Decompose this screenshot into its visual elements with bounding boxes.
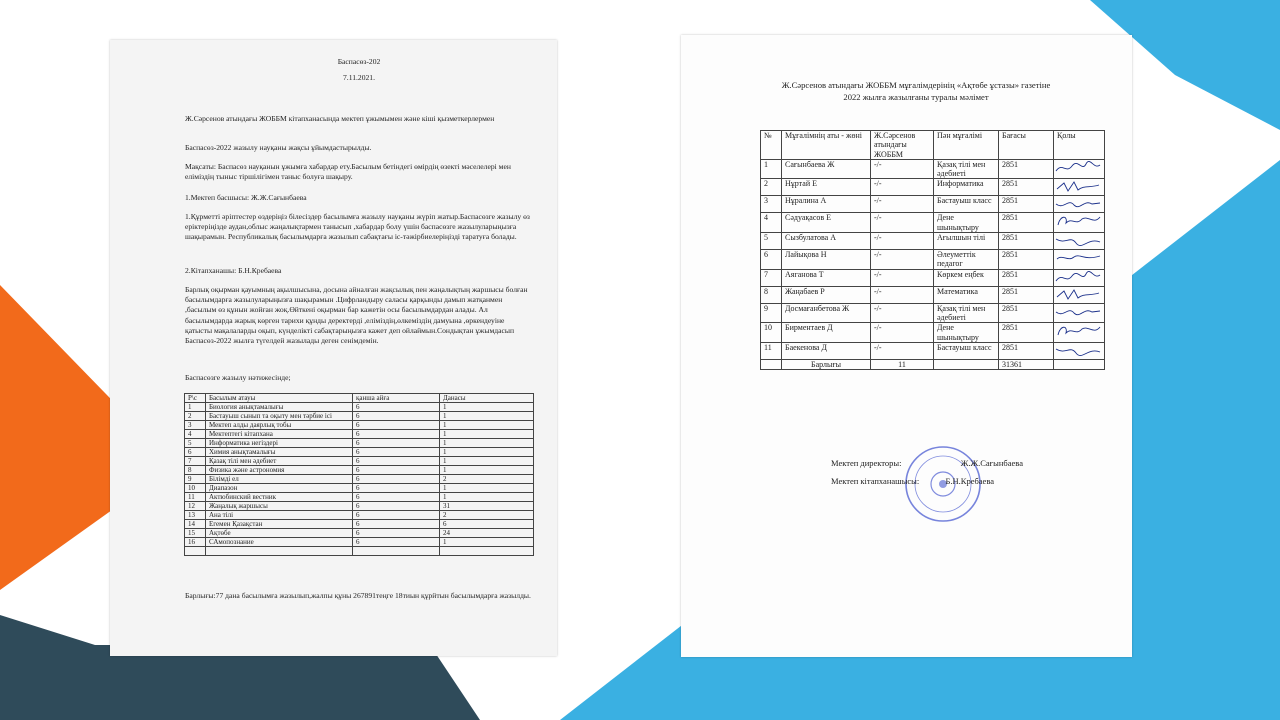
signature-icon bbox=[1054, 343, 1102, 359]
table-row bbox=[761, 269, 1105, 286]
table-row bbox=[185, 448, 534, 457]
table-cell: 6 bbox=[353, 538, 440, 547]
signature-icon bbox=[1054, 196, 1102, 212]
table-cell: -/- bbox=[871, 213, 934, 233]
table-cell: 3 bbox=[185, 421, 206, 430]
table-row bbox=[185, 457, 534, 466]
table-cell: 2851 bbox=[999, 250, 1054, 270]
table-cell: 31 bbox=[440, 502, 534, 511]
table-cell: Досмағанбетова Ж bbox=[782, 303, 871, 323]
table-cell: 6 bbox=[353, 502, 440, 511]
table-cell: 8 bbox=[185, 466, 206, 475]
table-cell: Көркем еңбек bbox=[934, 269, 999, 286]
table-row bbox=[185, 403, 534, 412]
table-cell: 6 bbox=[353, 421, 440, 430]
table-cell: -/- bbox=[871, 286, 934, 303]
table-cell: 1 bbox=[761, 159, 782, 179]
col-header: Басылым атауы bbox=[206, 394, 353, 403]
signature-cell bbox=[1054, 342, 1105, 359]
col-header: Қолы bbox=[1054, 131, 1105, 160]
total-empty-cell bbox=[934, 359, 999, 369]
table-cell: Лайықова Н bbox=[782, 250, 871, 270]
signature-icon bbox=[1054, 250, 1102, 266]
table-cell: Бастауыш сынып та оқыту мен тәрбие ісі bbox=[206, 412, 353, 421]
table-cell: 1 bbox=[440, 421, 534, 430]
col-header: Пән мұғалімі bbox=[934, 131, 999, 160]
table-row bbox=[761, 323, 1105, 343]
table-cell: -/- bbox=[871, 233, 934, 250]
table-cell: Ақтөбе bbox=[206, 529, 353, 538]
table-cell: 13 bbox=[185, 511, 206, 520]
col-header: Мұғалімнің аты - жөні bbox=[782, 131, 871, 160]
doc-result-heading: Баспасөзге жазылу нәтижесінде; bbox=[185, 373, 291, 382]
librarian-name: Б.Н.Кребаева bbox=[945, 476, 995, 486]
table-row bbox=[761, 342, 1105, 359]
signature-icon bbox=[1054, 179, 1102, 195]
table-cell: Аяганова Т bbox=[782, 269, 871, 286]
table-row bbox=[185, 547, 534, 556]
table-header-row bbox=[761, 131, 1105, 160]
table-cell: -/- bbox=[871, 303, 934, 323]
table-cell: Қазақ тілі мен әдебиет bbox=[206, 457, 353, 466]
table-cell: 4 bbox=[185, 430, 206, 439]
table-cell: 2851 bbox=[999, 213, 1054, 233]
table-cell: 2851 bbox=[999, 233, 1054, 250]
table-cell bbox=[185, 547, 206, 556]
table-cell: 6 bbox=[353, 529, 440, 538]
doc-speaker-director: 1.Мектеп басшысы: Ж.Ж.Сағынбаева bbox=[185, 193, 307, 202]
table-cell: 6 bbox=[353, 466, 440, 475]
table-cell: 6 bbox=[353, 448, 440, 457]
table-cell: 3 bbox=[761, 196, 782, 213]
total-count: 11 bbox=[871, 359, 934, 369]
table-cell: Нұралина А bbox=[782, 196, 871, 213]
table-cell: Актюбинский вестник bbox=[206, 493, 353, 502]
table-cell: 2851 bbox=[999, 286, 1054, 303]
table-cell: Жаңабаев Р bbox=[782, 286, 871, 303]
signature-icon bbox=[1054, 270, 1102, 286]
table-cell: 6 bbox=[353, 403, 440, 412]
table-row bbox=[185, 421, 534, 430]
doc-speech-librarian: Барлық оқырман қауымның ақылшысына, досына айналған жақсылық пен жаңалықтың жаршысы болған басылымдарға жазылуларыңызға шақырамын .Цифрландыру саласы қарқынды дамып жатқанмен ,басылым өз құнын жойған жоқ.Өйткені оқырман бар кажетін осы басылымдардан алады. Ал басылымдарда жарық көрген тарихи құнды деректерді ,еліміздің,өлкеміздің дамуына ,өркендеуіне қатысты мақалаларды оқып, күнделікті сабақтарыңызға кажет деп ойлаймын.Сондықтан ұжымдасып Баспасөз-2022 жылға түгелдей жазылады деген сенімдемін. bbox=[185, 285, 528, 346]
table-cell: -/- bbox=[871, 159, 934, 179]
table-cell: 6 bbox=[353, 439, 440, 448]
signature-cell bbox=[1054, 213, 1105, 233]
table-cell: 9 bbox=[761, 303, 782, 323]
table-cell: Ағылшын тілі bbox=[934, 233, 999, 250]
table-row bbox=[761, 233, 1105, 250]
table-cell: Сызбулатова А bbox=[782, 233, 871, 250]
table-cell: Қазақ тілі мен әдебиеті bbox=[934, 303, 999, 323]
director-name: Ж.Ж.Сағынбаева bbox=[960, 458, 1023, 468]
table-cell: 1 bbox=[440, 448, 534, 457]
table-cell: 2851 bbox=[999, 303, 1054, 323]
total-label: Барлығы bbox=[782, 359, 871, 369]
table-cell: 4 bbox=[761, 213, 782, 233]
table-cell: 7 bbox=[761, 269, 782, 286]
table-cell: 1 bbox=[440, 466, 534, 475]
table-cell: 24 bbox=[440, 529, 534, 538]
table-cell: 16 bbox=[185, 538, 206, 547]
table-cell: Мектеп алды даярлық тобы bbox=[206, 421, 353, 430]
col-header: Бағасы bbox=[999, 131, 1054, 160]
meeting-minutes-document bbox=[110, 40, 557, 656]
table-cell: 1 bbox=[440, 493, 534, 502]
librarian-line bbox=[831, 476, 994, 487]
table-cell: 2851 bbox=[999, 323, 1054, 343]
table-cell: Сәдуақасов Е bbox=[782, 213, 871, 233]
table-cell: Дене шынықтыру bbox=[934, 323, 999, 343]
table-row bbox=[761, 213, 1105, 233]
col-header: Р\с bbox=[185, 394, 206, 403]
table-cell: Әлеуметтік педагог bbox=[934, 250, 999, 270]
table-cell: 1 bbox=[440, 538, 534, 547]
table-cell: Физика және астрономия bbox=[206, 466, 353, 475]
table-cell: 1 bbox=[440, 439, 534, 448]
table-cell: 6 bbox=[353, 457, 440, 466]
signature-icon bbox=[1054, 160, 1102, 176]
table-cell: -/- bbox=[871, 179, 934, 196]
table-cell: 1 bbox=[440, 430, 534, 439]
col-header: Ж.Сәрсенов атындағы ЖОББМ bbox=[871, 131, 934, 160]
table-cell: 8 bbox=[761, 286, 782, 303]
table-cell: 2851 bbox=[999, 179, 1054, 196]
table-cell: Информатика негіздері bbox=[206, 439, 353, 448]
table-cell: 12 bbox=[185, 502, 206, 511]
table-cell: Биология анықтамалығы bbox=[206, 403, 353, 412]
table-cell: Диапазон bbox=[206, 484, 353, 493]
signature-icon bbox=[1054, 213, 1102, 229]
table-cell: 11 bbox=[185, 493, 206, 502]
table-cell: 6 bbox=[353, 520, 440, 529]
doc-speech-director: 1.Құрметті әріптестер өздеріңіз білесіздер басылымға жазылу науқаны жүріп жатыр.Баспасөзге жазылу өз еріктеріңізде аудан,облыс жаңалықтармен танысып ,хабардар болу үшін баспасөзге жазылуларыңызға шақырамын. Республикалық басылымдарға жазылып сабақтағы іс-тәжірбиелеріңізді таратуға болады. bbox=[185, 212, 530, 242]
table-cell: 5 bbox=[185, 439, 206, 448]
table-cell: Информатика bbox=[934, 179, 999, 196]
table-cell: Сағынбаева Ж bbox=[782, 159, 871, 179]
table-cell: САмопознание bbox=[206, 538, 353, 547]
signature-cell bbox=[1054, 286, 1105, 303]
table-cell: Бастауыш класс bbox=[934, 196, 999, 213]
doc-title-line1: Ж.Сәрсенов атындағы ЖОББМ мұғалімдерінің «Ақтөбе ұстазы» газетіне bbox=[781, 80, 1051, 90]
doc-campaign: Баспасөз-2022 жазылу науқаны жақсы ұйымдастырылды. bbox=[185, 143, 372, 152]
table-cell bbox=[440, 547, 534, 556]
table-row bbox=[761, 250, 1105, 270]
table-row bbox=[185, 430, 534, 439]
signature-cell bbox=[1054, 159, 1105, 179]
table-row bbox=[185, 529, 534, 538]
table-cell: -/- bbox=[871, 342, 934, 359]
doc-header: Баспасөз-202 bbox=[337, 57, 381, 66]
table-cell: Егемен Қазақстан bbox=[206, 520, 353, 529]
table-row bbox=[761, 159, 1105, 179]
signature-cell bbox=[1054, 250, 1105, 270]
signature-cell bbox=[1054, 303, 1105, 323]
table-cell: 2851 bbox=[999, 342, 1054, 359]
table-cell: -/- bbox=[871, 196, 934, 213]
table-cell: 14 bbox=[185, 520, 206, 529]
table-row bbox=[185, 466, 534, 475]
table-row bbox=[761, 303, 1105, 323]
signature-cell bbox=[1054, 323, 1105, 343]
table-cell: Дене шынықтыру bbox=[934, 213, 999, 233]
table-cell: Бастауыш класс bbox=[934, 342, 999, 359]
table-cell: 2851 bbox=[999, 269, 1054, 286]
table-cell: 6 bbox=[353, 511, 440, 520]
signature-icon bbox=[1054, 233, 1102, 249]
teacher-subscription-document bbox=[681, 35, 1132, 657]
director-line bbox=[831, 458, 1023, 469]
table-cell: Баекенова Д bbox=[782, 342, 871, 359]
signature-icon bbox=[1054, 304, 1102, 320]
table-row bbox=[185, 475, 534, 484]
table-row bbox=[761, 179, 1105, 196]
table-cell: 5 bbox=[761, 233, 782, 250]
table-cell: 2 bbox=[761, 179, 782, 196]
table-cell: Жаңалық жаршысы bbox=[206, 502, 353, 511]
total-empty-cell bbox=[761, 359, 782, 369]
table-cell: Білімді ел bbox=[206, 475, 353, 484]
table-cell: 1 bbox=[440, 412, 534, 421]
table-cell: 6 bbox=[761, 250, 782, 270]
table-cell: 2851 bbox=[999, 196, 1054, 213]
subscriptions-table bbox=[184, 393, 534, 556]
table-cell: 6 bbox=[353, 430, 440, 439]
table-row bbox=[185, 484, 534, 493]
table-cell: 11 bbox=[761, 342, 782, 359]
table-cell: 1 bbox=[440, 403, 534, 412]
table-cell: Мектептегі кітапхана bbox=[206, 430, 353, 439]
signature-cell bbox=[1054, 233, 1105, 250]
doc-intro: Ж.Сәрсенов атындағы ЖОББМ кітапханасында мектеп ұжымымен және кіші қызметкерлермен bbox=[185, 114, 495, 123]
table-cell: Математика bbox=[934, 286, 999, 303]
table-cell: 6 bbox=[440, 520, 534, 529]
doc-title-line2: 2022 жылға жазылғаны туралы мәлімет bbox=[843, 92, 989, 102]
table-cell: -/- bbox=[871, 323, 934, 343]
doc-date: 7.11.2021. bbox=[343, 73, 375, 82]
table-cell: 6 bbox=[353, 493, 440, 502]
signature-icon bbox=[1054, 287, 1102, 303]
total-empty-cell bbox=[1054, 359, 1105, 369]
col-header: Данасы bbox=[440, 394, 534, 403]
librarian-label: Мектеп кітапханашысы: bbox=[831, 476, 920, 486]
table-cell: -/- bbox=[871, 269, 934, 286]
table-cell: Ана тілі bbox=[206, 511, 353, 520]
doc-speaker-librarian: 2.Кітапханашы: Б.Н.Кребаева bbox=[185, 266, 282, 275]
table-cell: 7 bbox=[185, 457, 206, 466]
table-row bbox=[185, 520, 534, 529]
table-cell: 10 bbox=[185, 484, 206, 493]
table-cell: Бирментаев Д bbox=[782, 323, 871, 343]
table-cell: 2 bbox=[440, 511, 534, 520]
table-cell: 1 bbox=[440, 457, 534, 466]
table-row bbox=[185, 511, 534, 520]
table-cell: 6 bbox=[353, 475, 440, 484]
table-cell bbox=[206, 547, 353, 556]
table-cell: 10 bbox=[761, 323, 782, 343]
total-sum: 31361 bbox=[999, 359, 1054, 369]
table-row bbox=[185, 412, 534, 421]
table-header-row bbox=[185, 394, 534, 403]
doc-footer-total: Барлығы:77 дана басылымға жазылып,жалпы құны 267891теңге 18тиын құрйтын басылымдарға жазылды. bbox=[185, 591, 531, 600]
signature-cell bbox=[1054, 269, 1105, 286]
table-row bbox=[185, 502, 534, 511]
table-row bbox=[185, 439, 534, 448]
table-cell: 9 bbox=[185, 475, 206, 484]
table-cell: 6 bbox=[353, 484, 440, 493]
table-row bbox=[761, 286, 1105, 303]
teacher-table bbox=[760, 130, 1105, 370]
table-cell: 15 bbox=[185, 529, 206, 538]
table-cell: 2 bbox=[440, 475, 534, 484]
table-cell: Нұртай Е bbox=[782, 179, 871, 196]
signature-cell bbox=[1054, 179, 1105, 196]
table-cell: 2 bbox=[185, 412, 206, 421]
table-cell: 1 bbox=[185, 403, 206, 412]
table-row bbox=[185, 538, 534, 547]
table-cell: -/- bbox=[871, 250, 934, 270]
table-cell: 1 bbox=[440, 484, 534, 493]
col-header: қанша айға bbox=[353, 394, 440, 403]
table-row bbox=[185, 493, 534, 502]
director-label: Мектеп директоры: bbox=[831, 458, 902, 468]
total-row bbox=[761, 359, 1105, 369]
table-cell: Қазақ тілі мен әдебиеті bbox=[934, 159, 999, 179]
signature-icon bbox=[1054, 323, 1102, 339]
table-cell: 6 bbox=[353, 412, 440, 421]
table-cell: 6 bbox=[185, 448, 206, 457]
table-cell: 2851 bbox=[999, 159, 1054, 179]
table-cell: Химия анықтамалығы bbox=[206, 448, 353, 457]
table-row bbox=[761, 196, 1105, 213]
col-header: № bbox=[761, 131, 782, 160]
doc-goal: Мақсаты: Баспасөз науқанын ұжымға хабардар ету.Басылым бетіндегі өмірдің өзекті мәселелері мен еліміздің тыныс тіршілігімен таныс болуға шақыру. bbox=[185, 162, 511, 182]
signature-cell bbox=[1054, 196, 1105, 213]
table-cell bbox=[353, 547, 440, 556]
